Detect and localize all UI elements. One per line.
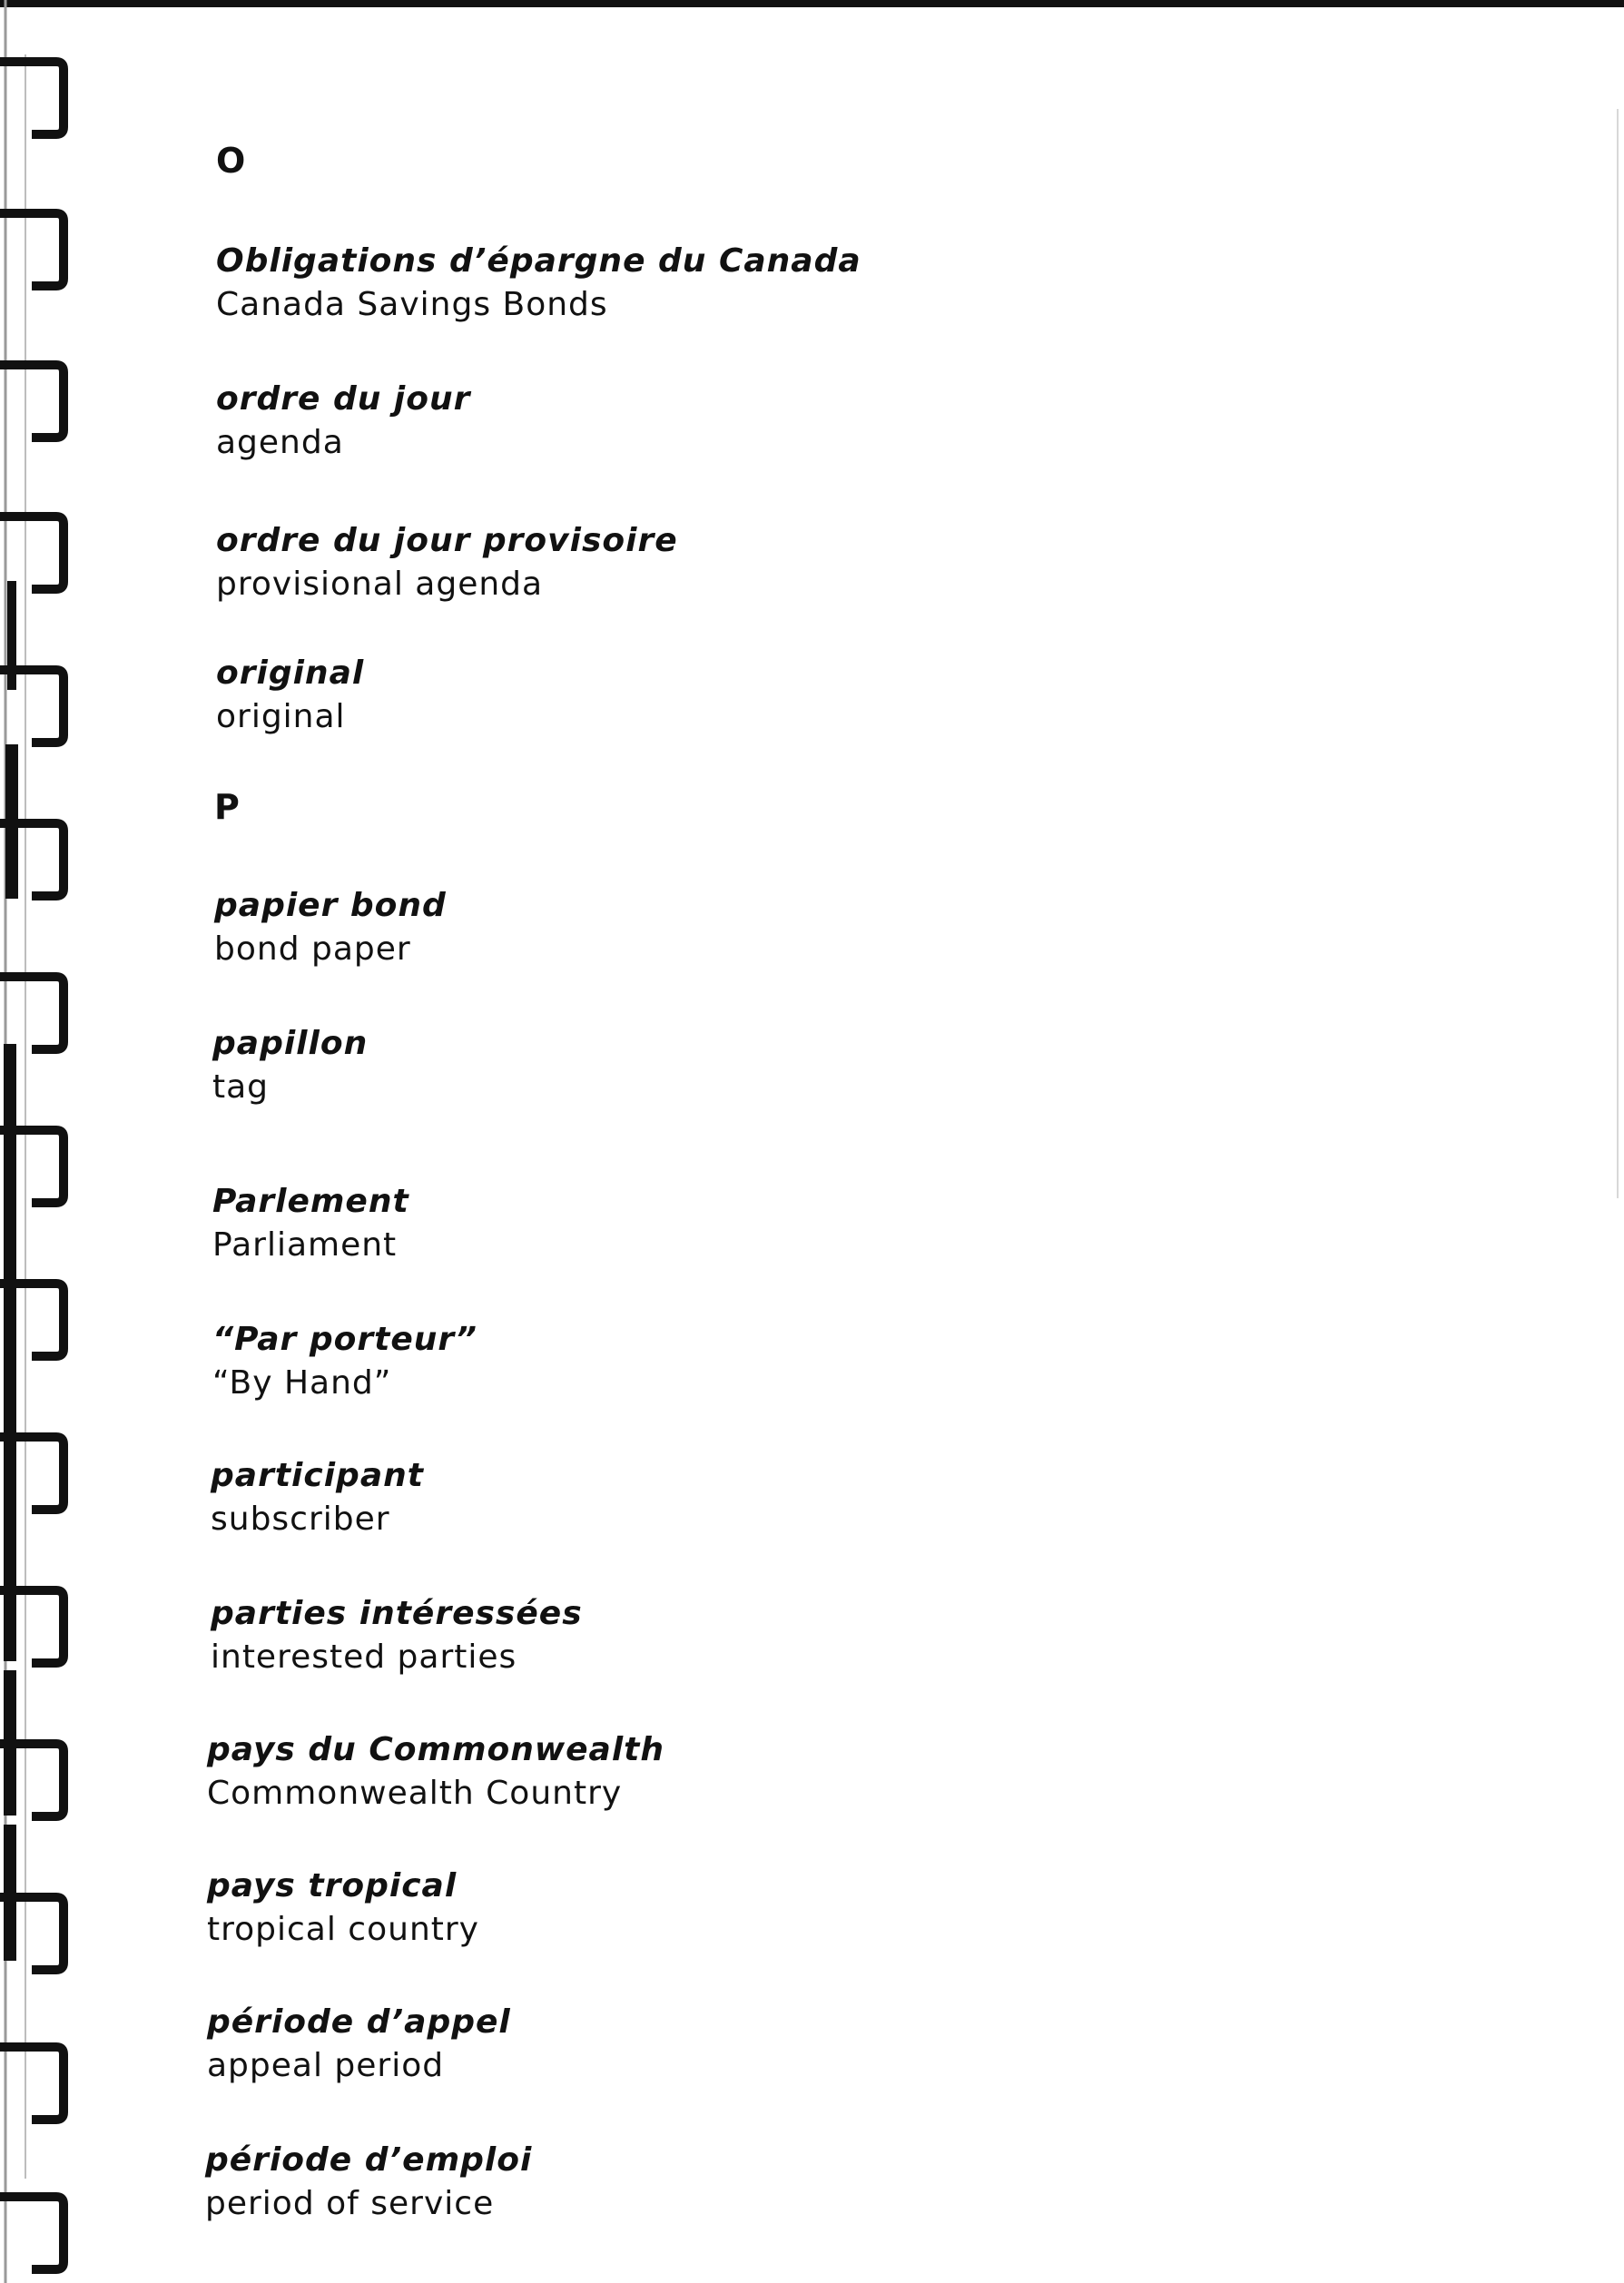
french-term: papillon: [212, 1025, 369, 1062]
french-term: participant: [211, 1457, 424, 1494]
glossary-entry: [212, 1025, 369, 1106]
english-term: tag: [212, 1068, 270, 1106]
english-term: provisional agenda: [216, 566, 544, 603]
french-term: Parlement: [212, 1183, 409, 1220]
english-term: interested parties: [211, 1638, 517, 1676]
english-term: tropical country: [207, 1911, 479, 1948]
english-term: Canada Savings Bonds: [216, 286, 608, 323]
english-term: appeal period: [207, 2047, 445, 2084]
french-term: Obligations d’épargne du Canada: [216, 242, 861, 280]
english-term: Parliament: [212, 1226, 398, 1264]
english-term: original: [216, 698, 346, 735]
glossary-entry: [205, 2141, 533, 2222]
glossary-entry: [207, 1731, 664, 1812]
french-term: papier bond: [214, 887, 447, 924]
glossary-entry: [214, 887, 447, 968]
french-term: période d’appel: [207, 2003, 511, 2041]
english-term: bond paper: [214, 930, 411, 968]
french-term: original: [216, 654, 365, 692]
glossary-entry: [207, 2003, 511, 2084]
french-term: parties intéressées: [211, 1595, 583, 1632]
glossary-entry: [211, 1595, 583, 1676]
french-term: “Par porteur”: [212, 1321, 477, 1358]
english-term: Commonwealth Country: [207, 1775, 623, 1812]
glossary-entry: [216, 654, 365, 735]
section-letter-p: P: [214, 787, 240, 827]
english-term: subscriber: [211, 1501, 390, 1538]
french-term: ordre du jour: [216, 380, 471, 418]
english-term: agenda: [216, 424, 344, 461]
section-letter-o: O: [216, 141, 246, 181]
english-term: period of service: [205, 2185, 495, 2222]
glossary-entry: [212, 1183, 409, 1264]
glossary-entry: [211, 1457, 424, 1538]
french-term: période d’emploi: [205, 2141, 533, 2179]
glossary-entry: [216, 522, 678, 603]
glossary-entry: [212, 1321, 477, 1402]
french-term: pays du Commonwealth: [207, 1731, 664, 1768]
french-term: ordre du jour provisoire: [216, 522, 678, 559]
french-term: pays tropical: [207, 1867, 458, 1904]
glossary-entry: [216, 242, 861, 323]
glossary-entry: [207, 1867, 479, 1948]
english-term: “By Hand”: [212, 1364, 392, 1402]
glossary-entry: [216, 380, 471, 461]
